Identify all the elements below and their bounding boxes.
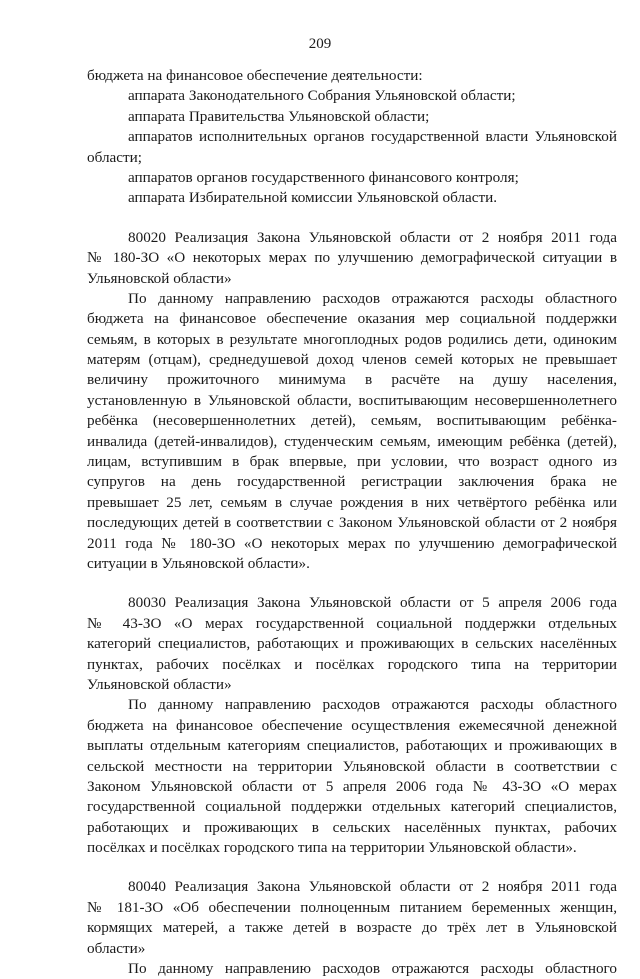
text-line: аппаратов исполнительных органов государственной власти Ульяновской [128, 128, 617, 146]
text-line: бюджета на финансовое обеспечение деятельности: [87, 67, 423, 84]
body-text [87, 66, 617, 979]
text-line: аппарата Избирательной комиссии Ульяновской области. [128, 189, 498, 207]
text-line: супругов на день государственной регистрации заключения брака не [87, 473, 617, 491]
text-line: аппарата Правительства Ульяновской области; [128, 107, 430, 125]
text-line: величину прожиточного минимума в расчёте на душу населения, [87, 371, 617, 389]
text-line: бюджета на финансовое обеспечение оказания мер социальной поддержки [87, 310, 617, 328]
text-line: Ульяновской области» [87, 675, 232, 693]
paragraph-gap [87, 574, 617, 593]
text-line: № 181-ЗО «Об обеспечении полноценным питанием беременных женщин, [87, 898, 617, 916]
text-line: области» [87, 939, 146, 957]
text-line: 80030 Реализация Закона Ульяновской области от 5 апреля 2006 года [128, 594, 617, 612]
text-line: инвалида (детей-инвалидов), студенческим семьям, имеющим ребёнка (детей), [87, 432, 617, 450]
text-line: выплаты отдельным категориям специалистов, работающих и проживающих в [87, 737, 617, 755]
text-line: превышает 25 лет, семьям в случае рождения в них четвёртого ребёнка или [87, 493, 617, 511]
text-line: государственной социальной поддержки отдельных категорий специалистов, [87, 798, 617, 816]
text-line: Ульяновской области» [87, 269, 232, 287]
text-line: установленную в Ульяновской области, воспитывающим несовершеннолетнего [87, 391, 617, 409]
text-line: По данному направлению расходов отражаются расходы областного [128, 696, 617, 714]
text-line: По данному направлению расходов отражаются расходы областного [128, 289, 617, 307]
text-line: Законом Ульяновской области от 5 апреля 2006 года № 43-ЗО «О мерах [87, 777, 617, 795]
text-line: пунктах, рабочих посёлках и посёлках городского типа на территории [87, 655, 617, 673]
text-line: 80040 Реализация Закона Ульяновской области от 2 ноября 2011 года [128, 878, 617, 896]
text-line: сельской местности на территории Ульяновской области в соответствии с [87, 757, 617, 775]
text-line: № 180-ЗО «О некоторых мерах по улучшению демографической ситуации в [87, 249, 617, 267]
paragraph-gap [87, 858, 617, 877]
paragraph-gap [87, 209, 617, 228]
text-line: аппаратов органов государственного финансового контроля; [128, 168, 519, 186]
text-line: кормящих матерей, а также детей в возрасте до трёх лет в Ульяновской [87, 919, 617, 937]
page-number: 209 [308, 36, 332, 52]
text-line: семьям, в которых в результате многоплодных родов родились дети, одиноким [87, 330, 617, 348]
text-line: работающих и проживающих в сельских населённых пунктах, рабочих [87, 818, 617, 836]
text-line: № 43-ЗО «О мерах государственной социальной поддержки отдельных [87, 614, 617, 632]
text-line: 2011 года № 180-ЗО «О некоторых мерах по улучшению демографической [87, 534, 617, 552]
text-line: матерям (отцам), среднедушевой доход членов семей которых не превышает [87, 351, 617, 369]
text-line: ситуации в Ульяновской области». [87, 554, 310, 572]
text-line: ребёнка (несовершеннолетних детей), семьям, воспитывающим ребёнка- [87, 412, 617, 430]
text-line: последующих детей в соответствии с Законом Ульяновской области от 2 ноября [87, 514, 617, 532]
text-line: По данному направлению расходов отражаются расходы областного [128, 960, 617, 978]
text-line: аппарата Законодательного Собрания Ульяновской области; [128, 87, 516, 105]
text-line: 80020 Реализация Закона Ульяновской области от 2 ноября 2011 года [128, 228, 617, 246]
text-line: посёлках и посёлках городского типа на территории Ульяновской области». [87, 839, 577, 857]
text-line: бюджета на финансовое обеспечение осуществления ежемесячной денежной [87, 716, 617, 734]
text-line: области; [87, 148, 142, 166]
text-line: лицам, вступившим в брак впервые, при условии, что возраст одного из [87, 453, 617, 471]
text-line: категорий специалистов, работающих и проживающих в сельских населённых [87, 635, 617, 653]
